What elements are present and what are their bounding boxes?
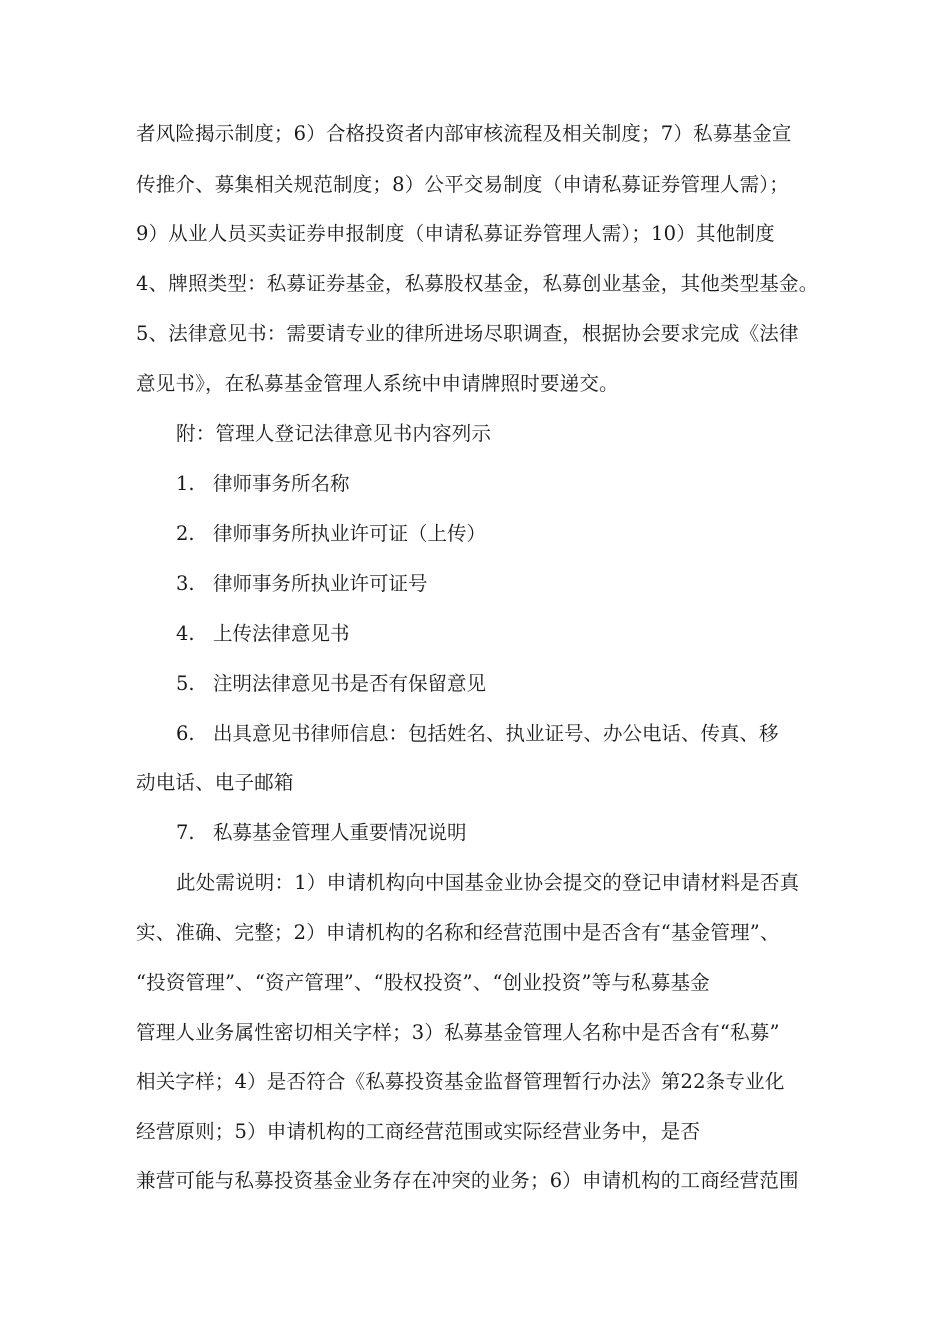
paragraph-line: 9）从业人员买卖证券申报制度（申请私募证券管理人需）；10）其他制度 [136,222,775,245]
list-item-number: 4. [176,622,195,645]
explanation-line: 实、准确、完整；2）申请机构的名称和经营范围中是否含有“基金管理”、 [136,921,780,944]
paragraph-line: 意见书》，在私募基金管理人系统中申请牌照时要递交。 [136,372,619,395]
paragraph-line: 传推介、募集相关规范制度；8）公平交易制度（申请私募证券管理人需）； [136,173,789,196]
paragraph-line: 者风险揭示制度；6）合格投资者内部审核流程及相关制度；7）私募基金宣 [136,122,792,145]
list-item-text: 律师事务所名称 [213,472,350,495]
list-item-number: 5. [176,672,195,695]
list-item-continuation: 动电话、电子邮箱 [136,771,294,794]
list-item-text: 出具意见书律师信息：包括姓名、执业证号、办公电话、传真、移 [213,722,779,745]
paragraph-line: 5、法律意见书：需要请专业的律所进场尽职调查，根据协会要求完成《法律 [136,322,799,345]
list-item-number: 1. [176,472,195,495]
explanation-line: 经营原则；5）申请机构的工商经营范围或实际经营业务中，是否 [136,1120,701,1143]
appendix-title: 附：管理人登记法律意见书内容列示 [176,422,492,445]
list-item-text: 注明法律意见书是否有保留意见 [213,672,487,695]
list-item-number: 6. [176,722,195,745]
list-item-number: 7. [176,821,195,844]
list-item-text: 律师事务所执业许可证号 [213,572,428,595]
paragraph-line: 4、牌照类型：私募证券基金，私募股权基金，私募创业基金，其他类型基金。 [136,272,819,295]
list-item-text: 私募基金管理人重要情况说明 [213,821,467,844]
list-item-text: 律师事务所执业许可证（上传） [213,522,487,545]
list-item-number: 2. [176,522,195,545]
list-item-text: 上传法律意见书 [213,622,350,645]
list-item-number: 3. [176,572,195,595]
explanation-first-line: 此处需说明：1）申请机构向中国基金业协会提交的登记申请材料是否真 [176,871,800,894]
explanation-line: “投资管理”、“资产管理”、“股权投资”、“创业投资”等与私募基金 [136,971,710,994]
explanation-line: 管理人业务属性密切相关字样；3）私募基金管理人名称中是否含有“私募” [136,1021,780,1044]
explanation-line: 相关字样；4）是否符合《私募投资基金监督管理暂行办法》第22条专业化 [136,1070,785,1093]
explanation-line: 兼营可能与私募投资基金业务存在冲突的业务；6）申请机构的工商经营范围 [136,1169,799,1192]
